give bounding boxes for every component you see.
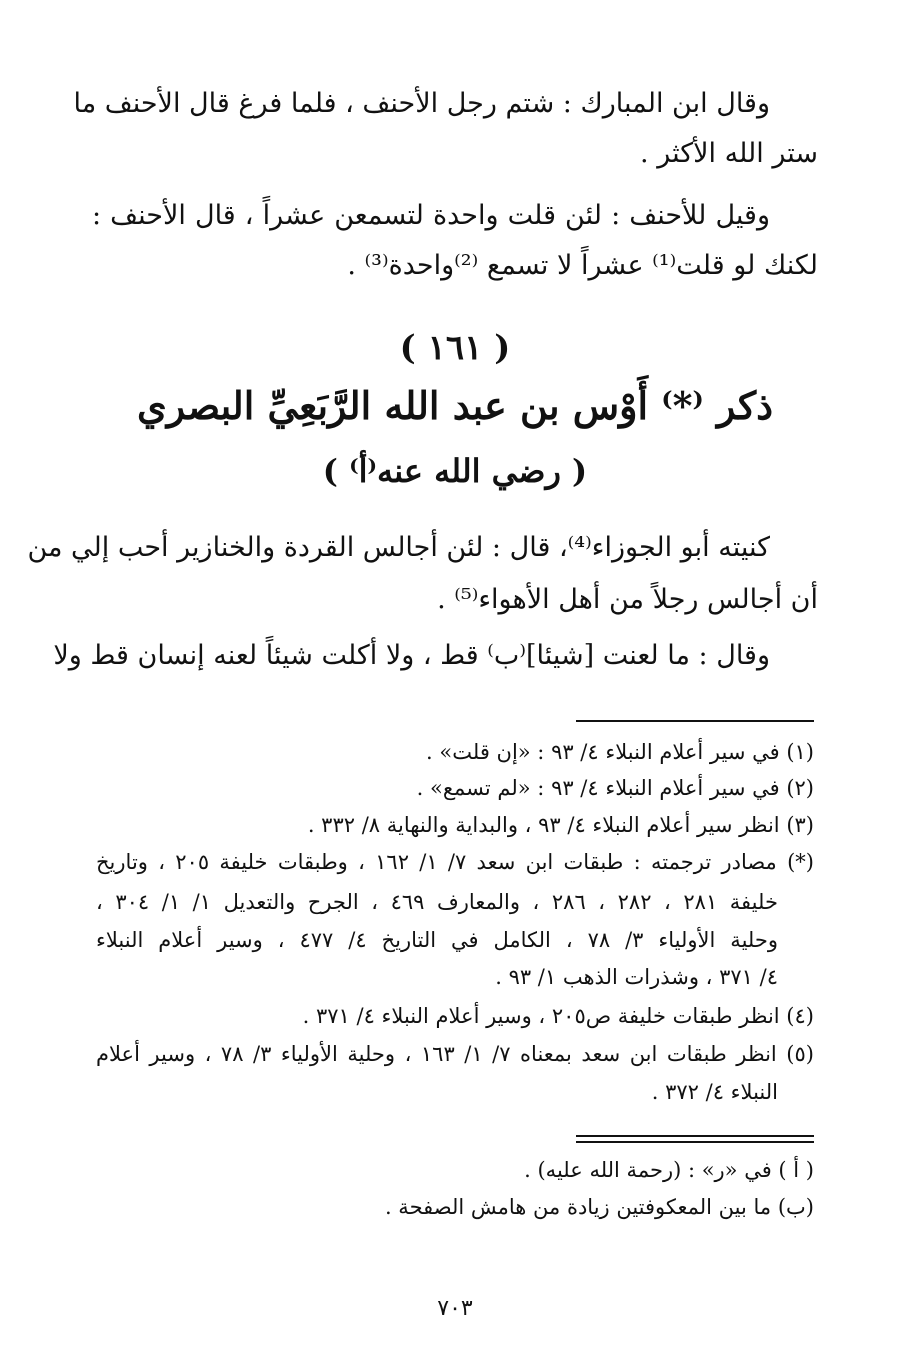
- footnote-2: (٢) في سير أعلام النبلاء ٤/ ٩٣ : «لم تسمع» .: [416, 776, 814, 800]
- body-line-3: وقيل للأحنف : لئن قلت واحدة لتسمعن عشراً ، قال الأحنف :: [92, 200, 770, 231]
- section-title: ذكر ⁽*⁾ أَوْس بن عبد الله الرَّبَعِيِّ البصري: [136, 383, 774, 428]
- footnote-star-line-2: خليفة ٢٨١ ، ٢٨٢ ، ٢٨٦ ، والمعارف ٤٦٩ ، الجرح والتعديل ١/ ١/ ٣٠٤ ،: [96, 890, 778, 914]
- footnote-3: (٣) انظر سير أعلام النبلاء ٤/ ٩٣ ، والبداية والنهاية ٨/ ٣٣٢ .: [307, 813, 814, 837]
- footnote-4: (٤) انظر طبقات خليفة ص٢٠٥ ، وسير أعلام النبلاء ٤/ ٣٧١ .: [302, 1004, 814, 1028]
- footnote-5-line-2: النبلاء ٤/ ٣٧٢ .: [651, 1080, 778, 1104]
- body-line-4: لكنك لو قلت⁽¹⁾ عشراً لا تسمع ⁽²⁾واحدة⁽³⁾ .: [347, 250, 818, 281]
- page-number: ٧٠٣: [437, 1296, 473, 1321]
- footnote-star-line-1: (*) مصادر ترجمته : طبقات ابن سعد ٧/ ١/ ١٦٢ ، وطبقات خليفة ٢٠٥ ، وتاريخ: [96, 850, 814, 874]
- footnote-star-line-4: ٤/ ٣٧١ ، وشذرات الذهب ١/ ٩٣ .: [495, 965, 778, 989]
- footnote-1: (١) في سير أعلام النبلاء ٤/ ٩٣ : «إن قلت» .: [426, 740, 814, 764]
- footnote-5-line-1: (٥) انظر طبقات ابن سعد بمعناه ٧/ ١/ ١٦٣ ، وحلية الأولياء ٣/ ٧٨ ، وسير أعلام: [96, 1042, 814, 1066]
- bio-line-3: وقال : ما لعنت [شيئا]⁽ب⁾ قط ، ولا أكلت شيئاً لعنه إنسان قط ولا: [53, 640, 770, 671]
- footnote-star-line-3: وحلية الأولياء ٣/ ٧٨ ، الكامل في التاريخ ٤/ ٤٧٧ ، وسير أعلام النبلاء: [96, 928, 778, 952]
- editor-notes-separator: [576, 1135, 814, 1143]
- body-line-1: وقال ابن المبارك : شتم رجل الأحنف ، فلما فرغ قال الأحنف ما: [73, 88, 770, 119]
- section-number: ( ١٦١ ): [399, 328, 511, 368]
- body-line-2: ستر الله الأكثر .: [640, 138, 818, 169]
- section-subtitle: ( رضي الله عنه⁽أ⁾ ): [322, 452, 588, 490]
- editor-note-b: (ب) ما بين المعكوفتين زيادة من هامش الصفحة .: [384, 1195, 814, 1219]
- bio-line-2: أن أجالس رجلاً من أهل الأهواء⁽⁵⁾ .: [437, 584, 818, 615]
- bio-line-1: كنيته أبو الجوزاء⁽⁴⁾، قال : لئن أجالس القردة والخنازير أحب إلي من: [27, 532, 770, 563]
- editor-note-a: ( أ ) في «ر» : (رحمة الله عليه) .: [524, 1158, 814, 1182]
- footnote-separator: [576, 720, 814, 722]
